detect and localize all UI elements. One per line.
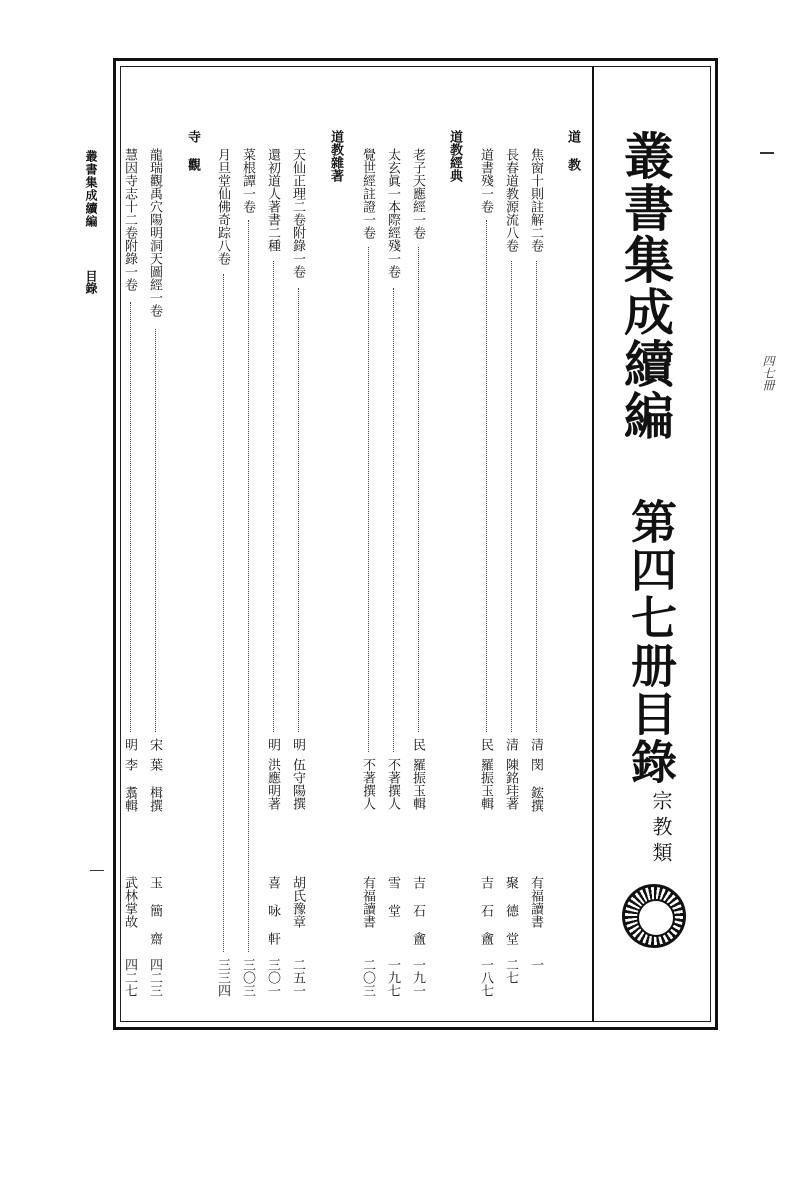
entry-page: 二五一 (290, 958, 305, 997)
entry-page: 一八七 (478, 958, 493, 997)
entry-page: 一九七 (385, 958, 400, 997)
entry-edition: 玉 簡 齋 (147, 876, 162, 945)
entry-dynasty: 民 (410, 738, 425, 751)
entry-author: 羅振玉輯 (478, 758, 493, 810)
leader-dots (155, 329, 156, 732)
entry-edition: 有福讀書 (528, 876, 543, 928)
entry-title: 還初道人著書二種 (265, 148, 280, 252)
entry-edition: 吉 石 盦 (410, 876, 425, 945)
entry-edition: 有福讀書 (360, 876, 375, 928)
leader-dots (511, 261, 512, 732)
entry-dynasty: 明 (290, 738, 305, 751)
entry-author: 不著撰人 (360, 758, 375, 810)
publisher-seal-icon (622, 884, 686, 948)
entry-author: 伍守陽撰 (290, 758, 305, 810)
leader-dots (273, 261, 274, 732)
entry-edition: 吉 石 盦 (478, 876, 493, 945)
seal-core (637, 899, 675, 937)
side-running-label: 目錄 (84, 270, 98, 294)
entry-page: 一九一 (410, 958, 425, 997)
entry-title: 慧因寺志十二卷附錄一卷 (122, 148, 137, 291)
volume-title: 第四七册目錄 (624, 498, 678, 786)
entry-page: 三〇一 (265, 958, 280, 997)
entry-page: 一 (528, 958, 543, 971)
entry-title: 長春道教源流八卷 (503, 148, 518, 252)
entry-title: 道書殘一卷 (478, 148, 493, 213)
entry-dynasty: 明 (265, 738, 280, 751)
entry-author: 不著撰人 (385, 758, 400, 810)
entry-title: 月旦堂仙佛奇踪八卷 (215, 148, 230, 265)
entry-page: 二七 (503, 958, 518, 984)
leader-dots (486, 220, 487, 732)
entry-page: 三三四 (215, 958, 230, 997)
entry-dynasty: 清 (503, 738, 518, 751)
leader-dots (368, 247, 369, 752)
leader-dots (418, 247, 419, 732)
side-running-title: 叢書集成續編 (84, 150, 98, 228)
entry-dynasty: 民 (478, 738, 493, 751)
leader-dots (130, 302, 131, 732)
entry-page: 四二七 (122, 958, 137, 997)
section-heading: 寺 觀 (185, 130, 200, 171)
entry-page: 二〇三 (360, 958, 375, 997)
entry-title: 龍瑞觀禹穴陽明洞天圖經一卷 (147, 148, 162, 317)
leader-dots (298, 288, 299, 732)
entry-title: 天仙正理二卷附錄一卷 (290, 148, 305, 278)
entry-edition: 雪 堂 (385, 876, 400, 917)
entry-page: 四二三 (147, 958, 162, 997)
entry-edition: 武林掌故 (122, 876, 137, 928)
entry-edition: 胡氏豫章 (290, 876, 305, 928)
entry-author: 陳銘珪著 (503, 758, 518, 810)
entry-edition: 聚 德 堂 (503, 876, 518, 945)
entry-title: 菜根譚一卷 (240, 148, 255, 213)
section-heading: 道 教 (565, 130, 580, 171)
entry-edition: 喜 咏 軒 (265, 876, 280, 945)
handwritten-note: 四七冊 (761, 355, 775, 391)
entry-author: 李 翥輯 (122, 758, 137, 812)
entry-dynasty: 清 (528, 738, 543, 751)
entry-author: 閔 鋐撰 (528, 758, 543, 812)
entry-title: 老子天應經一卷 (410, 148, 425, 239)
entry-dynasty: 明 (122, 738, 137, 751)
leader-dots (248, 220, 249, 952)
category-label: 宗教類 (649, 790, 673, 868)
side-tick-mark (90, 870, 104, 871)
leader-dots (536, 261, 537, 732)
entry-title: 焦窗十則註解二卷 (528, 148, 543, 252)
entry-author: 葉 楫撰 (147, 758, 162, 812)
entry-page: 三〇三 (240, 958, 255, 997)
section-heading: 道教經典 (447, 130, 462, 182)
title-divider (592, 66, 594, 1022)
entry-dynasty: 宋 (147, 738, 162, 751)
collection-title: 叢書集成續編 (616, 130, 675, 442)
leader-dots (393, 288, 394, 752)
entry-author: 羅振玉輯 (410, 758, 425, 810)
leader-dots (223, 274, 224, 952)
entry-title: 覺世經註證一卷 (360, 148, 375, 239)
section-heading: 道教雜著 (328, 130, 343, 182)
entry-author: 洪應明著 (265, 758, 280, 810)
entry-title: 太玄眞一本際經殘一卷 (385, 148, 400, 278)
margin-dash-mark (760, 152, 774, 154)
